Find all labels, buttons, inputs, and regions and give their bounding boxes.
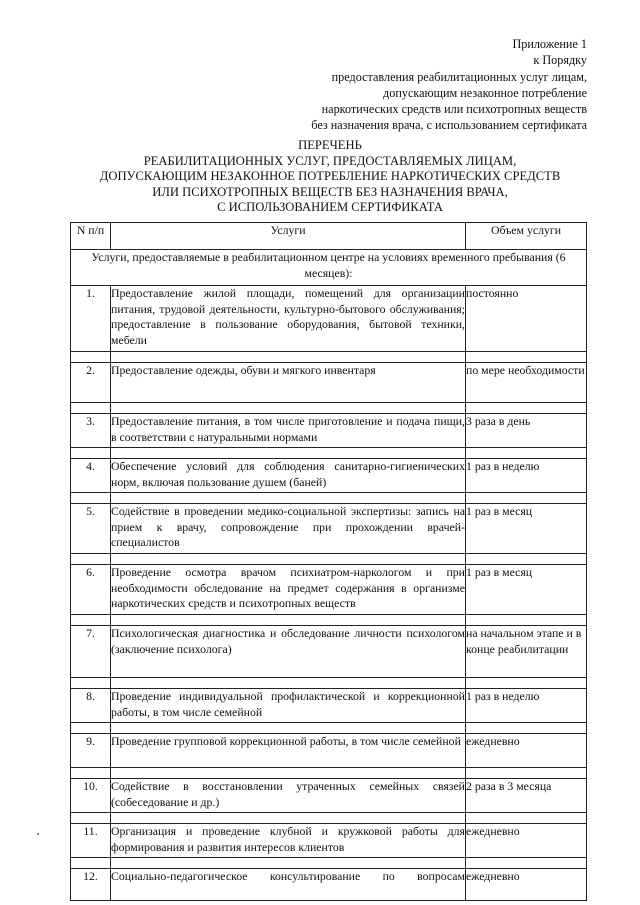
row-volume: ежедневно bbox=[466, 734, 587, 768]
row-number: 11. bbox=[71, 824, 111, 858]
row-service: Предоставление жилой площади, помещений для организации питания, трудовой деятельности, культурно-бытового обслуживания; предоставление в пользование оборудования, бытовой техники, мебели bbox=[111, 286, 466, 352]
title-line: ДОПУСКАЮЩИМ НЕЗАКОННОЕ ПОТРЕБЛЕНИЕ НАРКОТИЧЕСКИХ СРЕДСТВ bbox=[99, 169, 561, 184]
row-number: 9. bbox=[71, 734, 111, 768]
row-volume: на начальном этапе и в конце реабилитации bbox=[466, 626, 587, 678]
table-row bbox=[71, 824, 587, 858]
table-header-row bbox=[71, 223, 587, 250]
table-row bbox=[71, 565, 587, 615]
row-number: 2. bbox=[71, 363, 111, 403]
appendix-line: наркотических средств или психотропных веществ bbox=[321, 102, 587, 117]
row-volume: 3 раза в день bbox=[466, 414, 587, 448]
row-number: 8. bbox=[71, 689, 111, 723]
row-service: Обеспечение условий для соблюдения санитарно-гигиенических норм, включая пользование душем (баней) bbox=[111, 459, 466, 493]
row-service: Психологическая диагностика и обследование личности психологом (заключение психолога) bbox=[111, 626, 466, 678]
row-gap bbox=[71, 352, 587, 363]
row-volume: 1 раз в неделю bbox=[466, 689, 587, 723]
row-service: Проведение индивидуальной профилактической и коррекционной работы, в том числе семейной bbox=[111, 689, 466, 723]
table-row bbox=[71, 734, 587, 768]
row-service: Предоставление одежды, обуви и мягкого инвентаря bbox=[111, 363, 466, 403]
row-gap bbox=[71, 858, 587, 869]
row-gap bbox=[71, 554, 587, 565]
row-volume: 2 раза в 3 месяца bbox=[466, 779, 587, 813]
row-volume: ежедневно bbox=[466, 824, 587, 858]
section-heading: Услуги, предоставляемые в реабилитационном центре на условиях временного пребывания (6 месяцев): bbox=[71, 250, 587, 286]
table-row bbox=[71, 414, 587, 448]
scan-speck bbox=[37, 833, 39, 835]
row-number: 6. bbox=[71, 565, 111, 615]
section-row bbox=[71, 250, 587, 286]
title-line: С ИСПОЛЬЗОВАНИЕМ СЕРТИФИКАТА bbox=[217, 200, 443, 215]
header-volume: Объем услуги bbox=[466, 223, 587, 250]
title-line: ИЛИ ПСИХОТРОПНЫХ ВЕЩЕСТВ БЕЗ НАЗНАЧЕНИЯ ВРАЧА, bbox=[152, 184, 508, 199]
title-line: ПЕРЕЧЕНЬ bbox=[298, 138, 362, 152]
appendix-line: допускающим незаконное потребление bbox=[383, 85, 587, 100]
row-volume: 1 раз в неделю bbox=[466, 459, 587, 493]
row-number: 12. bbox=[71, 869, 111, 901]
document-title bbox=[70, 138, 590, 216]
row-service: Проведение групповой коррекционной работы, в том числе семейной bbox=[111, 734, 466, 768]
row-number: 10. bbox=[71, 779, 111, 813]
row-gap bbox=[71, 493, 587, 504]
row-number: 4. bbox=[71, 459, 111, 493]
table-row bbox=[71, 504, 587, 554]
row-gap bbox=[71, 723, 587, 734]
row-gap bbox=[71, 403, 587, 414]
header-services: Услуги bbox=[111, 223, 466, 250]
row-service: Социально-педагогическое консультирование по вопросам bbox=[111, 869, 466, 901]
row-number: 1. bbox=[71, 286, 111, 352]
row-gap bbox=[71, 448, 587, 459]
row-service: Предоставление питания, в том числе приготовление и подача пищи, в соответствии с натуральными нормами bbox=[111, 414, 466, 448]
row-number: 5. bbox=[71, 504, 111, 554]
row-gap bbox=[71, 813, 587, 824]
table-row bbox=[71, 363, 587, 403]
row-service: Проведение осмотра врачом психиатром-наркологом и при необходимости обследование на предмет содержания в организме наркотических средств и психотропных веществ bbox=[111, 565, 466, 615]
row-volume: 1 раз в месяц bbox=[466, 504, 587, 554]
appendix-line: к Порядку bbox=[533, 53, 587, 68]
appendix-line: без назначения врача, с использованием сертификата bbox=[311, 118, 587, 133]
row-gap bbox=[71, 768, 587, 779]
row-service: Содействие в восстановлении утраченных семейных связей (собеседование и др.) bbox=[111, 779, 466, 813]
row-gap bbox=[71, 615, 587, 626]
title-line: РЕАБИЛИТАЦИОННЫХ УСЛУГ, ПРЕДОСТАВЛЯЕМЫХ ЛИЦАМ, bbox=[143, 153, 517, 168]
table-row bbox=[71, 689, 587, 723]
appendix-line: Приложение 1 bbox=[512, 37, 587, 51]
row-service: Содействие в проведении медико-социальной экспертизы: запись на прием к врачу, сопровождение при прохождении врачей-специалистов bbox=[111, 504, 466, 554]
row-service: Организация и проведение клубной и кружковой работы для формирования и развития интересов клиентов bbox=[111, 824, 466, 858]
table-row bbox=[71, 286, 587, 352]
appendix-note bbox=[311, 36, 587, 134]
row-number: 7. bbox=[71, 626, 111, 678]
table-row bbox=[71, 626, 587, 678]
table-row bbox=[71, 779, 587, 813]
row-volume: ежедневно bbox=[466, 869, 587, 901]
header-number: N п/п bbox=[71, 223, 111, 250]
row-number: 3. bbox=[71, 414, 111, 448]
row-volume: 1 раз в месяц bbox=[466, 565, 587, 615]
row-volume: постоянно bbox=[466, 286, 587, 352]
appendix-line: предоставления реабилитационных услуг лицам, bbox=[331, 69, 587, 84]
table-row bbox=[71, 869, 587, 901]
table-row bbox=[71, 459, 587, 493]
row-gap bbox=[71, 678, 587, 689]
services-table bbox=[70, 222, 587, 901]
row-volume: по мере необходимости bbox=[466, 363, 587, 403]
